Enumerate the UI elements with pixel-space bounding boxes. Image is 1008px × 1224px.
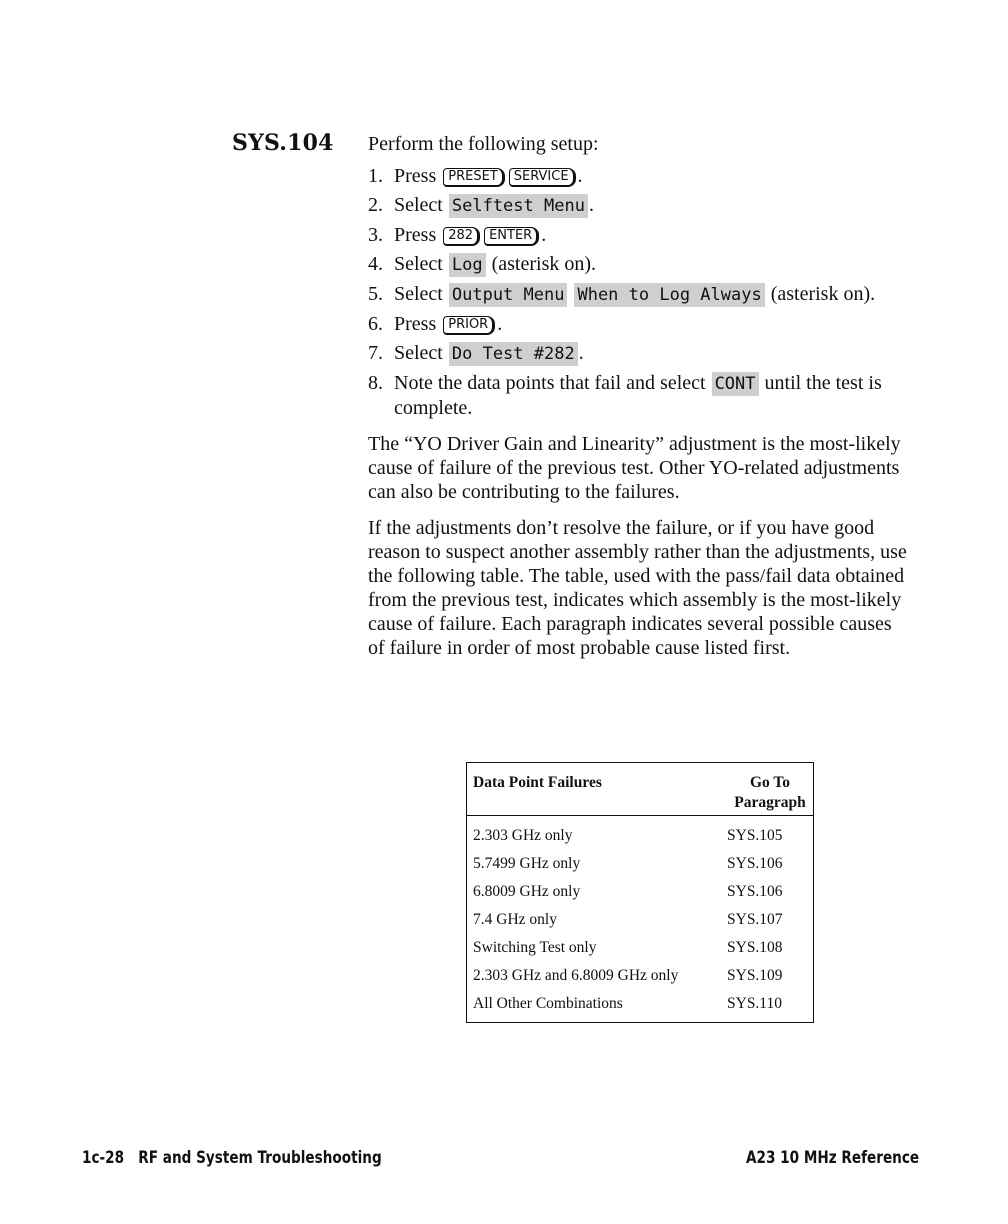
step-text: . <box>497 313 503 335</box>
step-2 <box>368 193 908 218</box>
step-text: Press <box>394 313 437 335</box>
table-row <box>467 992 813 1020</box>
step-number: 2. <box>368 194 383 216</box>
footer-page-info: 1c-28 RF and System Troubleshooting <box>82 1148 382 1168</box>
step-number: 7. <box>368 342 383 364</box>
paragraph-cell: SYS.106 <box>727 855 783 872</box>
table-row <box>467 880 813 908</box>
footer-section-title: A23 10 MHz Reference <box>746 1148 920 1168</box>
failure-cell: 6.8009 GHz only <box>473 883 581 900</box>
header-go-to-paragraph: Go To Paragraph <box>734 774 806 811</box>
step-number: 6. <box>368 313 383 335</box>
failure-cell: 2.303 GHz and 6.8009 GHz only <box>473 967 679 984</box>
service-key: SERVICE <box>509 168 576 187</box>
table-row <box>467 908 813 936</box>
step-text: Select <box>394 194 443 216</box>
step-text: (asterisk on). <box>491 253 597 275</box>
step-3 <box>368 223 908 247</box>
failure-cell: 2.303 GHz only <box>473 827 573 844</box>
failure-cell: 5.7499 GHz only <box>473 855 581 872</box>
step-text: . <box>588 194 594 216</box>
body-paragraph: If the adjustments don’t resolve the failure, or if you have good reason to suspect another assembly rather than the adjustments, use the following table. The table, used with the pass/fail data obtained from the previous test, indicates which assembly is the most-likely cause of failure. Each paragraph indicates several possible causes of failure in order of most probable cause listed first. <box>368 517 907 659</box>
step-text: Note the data points that fail and select <box>394 372 706 394</box>
paragraph-cell: SYS.108 <box>727 939 783 956</box>
step-number: 3. <box>368 224 383 246</box>
step-8 <box>368 371 908 420</box>
do-test-softkey: Do Test #282 <box>449 342 578 366</box>
failure-cell: Switching Test only <box>473 939 597 956</box>
paragraph-cell: SYS.109 <box>727 967 783 984</box>
failure-cell: All Other Combinations <box>473 995 623 1012</box>
log-softkey: Log <box>449 253 486 277</box>
failure-table <box>466 762 814 1023</box>
step-6 <box>368 312 908 336</box>
preset-key: PRESET <box>443 168 505 187</box>
step-number: 8. <box>368 372 383 394</box>
intro-text: Perform the following setup: <box>368 133 599 155</box>
step-text: (asterisk on). <box>770 283 876 305</box>
paragraph-cell: SYS.106 <box>727 883 783 900</box>
failure-cell: 7.4 GHz only <box>473 911 557 928</box>
body-paragraph: The “YO Driver Gain and Linearity” adjustment is the most-likely cause of failure of the previous test. Other YO-related adjustments can also be contributing to the failures. <box>368 433 901 503</box>
enter-key: ENTER <box>484 227 539 246</box>
table-row <box>467 824 813 852</box>
step-number: 1. <box>368 165 383 187</box>
paragraph-cell: SYS.110 <box>727 995 782 1012</box>
step-number: 5. <box>368 283 383 305</box>
step-text: until the test is complete. <box>394 372 882 419</box>
when-to-log-softkey: When to Log Always <box>574 283 764 307</box>
paragraph-cell: SYS.105 <box>727 827 783 844</box>
step-4 <box>368 252 908 277</box>
step-number: 4. <box>368 253 383 275</box>
step-7 <box>368 341 908 366</box>
selftest-menu-softkey: Selftest Menu <box>449 194 588 218</box>
step-text: . <box>578 342 584 364</box>
step-text: Select <box>394 283 443 305</box>
table-row <box>467 852 813 880</box>
steps-list <box>368 164 908 420</box>
header-data-point-failures: Data Point Failures <box>473 774 602 791</box>
prior-key: PRIOR <box>443 316 495 335</box>
table-row <box>467 936 813 964</box>
table-header <box>467 763 813 816</box>
section-id: SYS.104 <box>232 130 334 156</box>
paragraph-cell: SYS.107 <box>727 911 783 928</box>
step-text: Press <box>394 165 437 187</box>
step-text: . <box>541 224 547 246</box>
output-menu-softkey: Output Menu <box>449 283 568 307</box>
step-5 <box>368 282 908 307</box>
table-body <box>467 816 813 1022</box>
step-text: Press <box>394 224 437 246</box>
table-row <box>467 964 813 992</box>
number-key: 282 <box>443 227 480 246</box>
cont-softkey: CONT <box>712 372 759 396</box>
step-text: Select <box>394 342 443 364</box>
step-1 <box>368 164 908 188</box>
step-text: . <box>577 165 583 187</box>
step-text: Select <box>394 253 443 275</box>
procedure-content <box>368 132 908 660</box>
